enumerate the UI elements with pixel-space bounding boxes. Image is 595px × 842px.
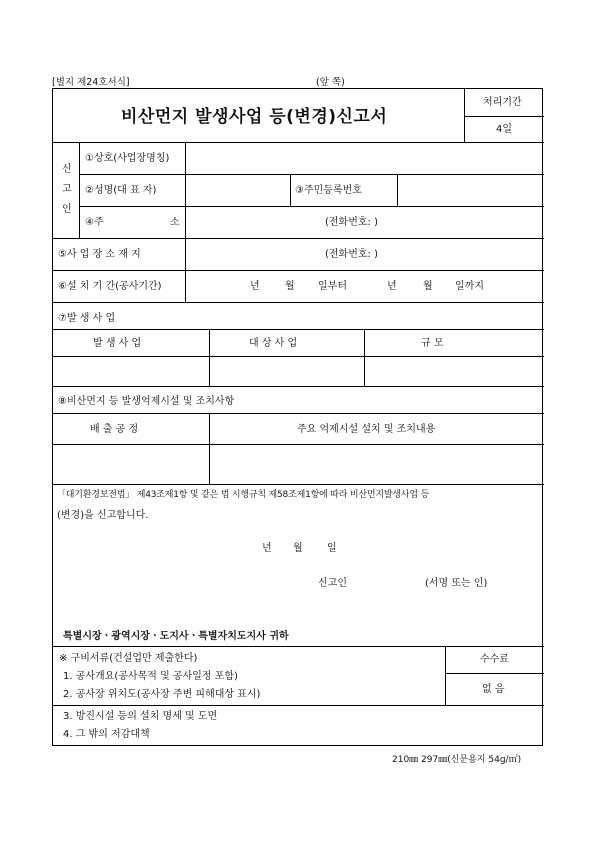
business-column-header: 발 생 사 업 [93,338,142,349]
representative-name-label: ②성명(대 표 자) [85,185,157,196]
period-to-day: 일까지 [455,281,484,292]
recipient-label: 특별시장ㆍ광역시장ㆍ도지사ㆍ특별자치도지사 귀하 [63,631,289,642]
declaration-line-2: (변경)을 신고합니다. [57,510,149,521]
attachment-item: 2. 공사장 위치도(공사장 주변 피해대상 표시) [63,689,261,700]
period-to-month: 월 [423,281,433,292]
business-section-label: ⑦발 생 사 업 [58,313,116,324]
period-from-month: 월 [285,281,295,292]
signature-label: (서명 또는 인) [425,578,488,589]
address-label-end: 소 [170,217,180,228]
scale-column-header: 규 모 [421,338,444,349]
reporter-phone-label: (전화번호: ) [325,217,378,228]
reporter-label-1: 신 [62,164,72,175]
resident-number-label: ③주민등록번호 [295,185,362,196]
attachment-item: 3. 방진시설 등의 설치 명세 및 도면 [63,711,218,722]
signer-label: 신고인 [318,578,347,589]
declaration-line-1: 「대기환경보전법」 제43조제1항 및 같은 법 시행규칙 제58조제1항에 따라 비산먼지발생사업 등 [57,490,429,500]
fee-label: 수수료 [480,654,509,665]
site-phone-label: (전화번호: ) [325,249,378,260]
period-from-day: 일부터 [318,281,347,292]
declaration-year: 년 [262,543,272,554]
measures-section-label: ⑧비산먼지 등 발생억제시설 및 조치사항 [58,396,235,407]
emission-process-column-header: 배 출 공 정 [90,424,139,435]
period-from-year: 년 [250,281,260,292]
page-side-label: (앞 쪽) [316,77,345,88]
reporter-label-2: 고 [62,184,72,195]
declaration-day: 일 [327,543,337,554]
form-title: 비산먼지 발생사업 등(변경)신고서 [121,107,388,127]
installation-period-label: ⑥설 치 기 간(공사기간) [58,281,162,292]
form-number: [별지 제24호서식] [52,77,130,88]
paper-spec: 210㎜ 297㎜(신문용지 54g/㎡) [392,755,522,765]
control-measures-column-header: 주요 억제시설 설치 및 조치내용 [297,424,436,435]
site-location-label: ⑤사 업 장 소 재 지 [58,249,141,260]
reporter-label-3: 인 [62,204,72,215]
target-business-column-header: 대 상 사 업 [249,338,298,349]
declaration-month: 월 [293,543,303,554]
attachment-item: 4. 그 밖의 저감대책 [63,729,150,740]
address-label: ④주 [85,217,104,228]
fee-value: 없 음 [482,684,505,695]
processing-period-value: 4일 [496,124,513,135]
processing-period-label: 처리기간 [483,97,522,108]
attachments-title: ※ 구비서류(건설업만 제출한다) [59,653,198,664]
attachment-item: 1. 공사개요(공사목적 및 공사일정 포함) [63,671,238,682]
business-name-label: ①상호(사업장명칭) [85,153,170,164]
period-to-year: 년 [387,281,397,292]
report-form [52,88,543,746]
